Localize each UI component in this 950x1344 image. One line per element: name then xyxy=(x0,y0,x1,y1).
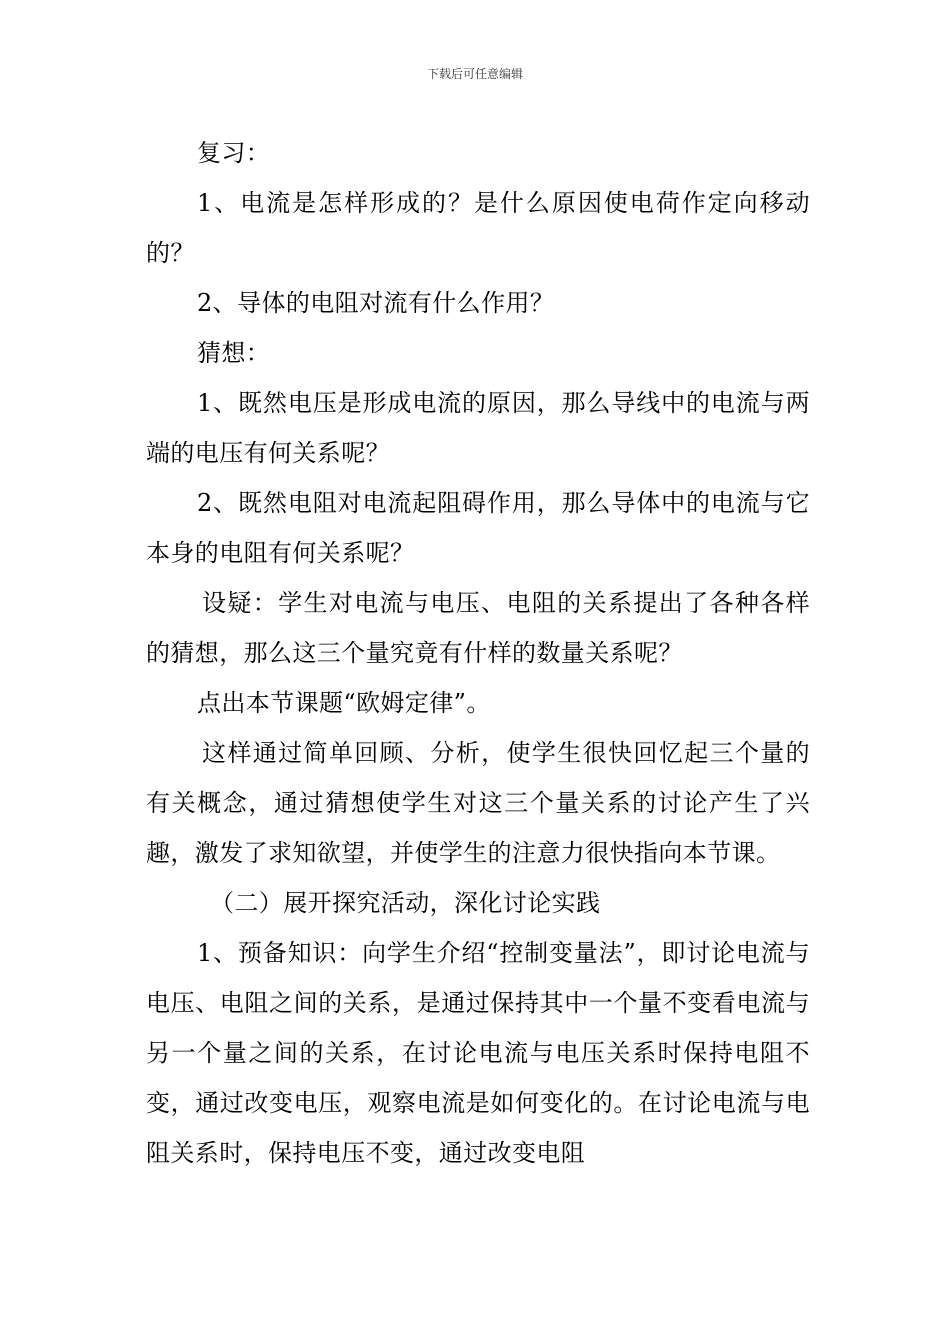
section-heading: （二）展开探究活动，深化讨论实践 xyxy=(210,889,601,917)
paragraph-topic: 点出本节课题“欧姆定律”。 xyxy=(197,689,491,717)
paragraph-guess-1: 1、既然电压是形成电流的原因，那么导线中的电流与两端的电压有何关系呢？ xyxy=(146,389,810,467)
paragraph-summary: 这样通过简单回顾、分析，使学生很快回忆起三个量的有关概念，通过猜想使学生对这三个量关系的讨论产生了兴趣，激发了求知欲望，并使学生的注意力很快指向本节课。 xyxy=(146,739,810,867)
paragraph-review-q1: 1、电流是怎样形成的？是什么原因使电荷作定向移动的？ xyxy=(146,189,810,267)
paragraph-review-q2: 2、导体的电阻对流有什么作用？ xyxy=(197,289,555,317)
paragraph-guess-2: 2、既然电阻对电流起阻碍作用，那么导体中的电流与它本身的电阻有何关系呢？ xyxy=(146,489,810,567)
paragraph-question: 设疑：学生对电流与电压、电阻的关系提出了各种各样的猜想，那么这三个量究竟有什样的数量关系呢？ xyxy=(146,589,810,667)
page-header: 下载后可任意编辑 xyxy=(426,67,523,81)
paragraph-guess-heading: 猜想： xyxy=(197,339,271,367)
paragraph-review-heading: 复习： xyxy=(197,139,271,167)
paragraph-prerequisite: 1、预备知识：向学生介绍“控制变量法”，即讨论电流与电压、电阻之间的关系，是通过保持其中一个量不变看电流与另一个量之间的关系，在讨论电流与电压关系时保持电阻不变，通过改变电压，观察电流是如何变化的。在讨论电流与电阻关系时，保持电压不变，通过改变电阻 xyxy=(146,939,810,1167)
document-body xyxy=(146,128,810,1178)
